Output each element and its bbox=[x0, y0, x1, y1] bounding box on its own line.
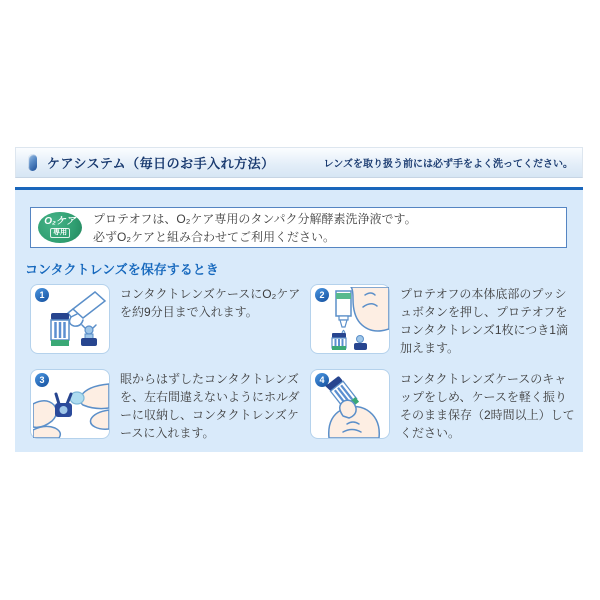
step-4-text: コンタクトレンズケースのキャップをしめ、ケースを軽く振りそのまま保存（2時間以上）してください。 bbox=[400, 372, 575, 440]
content-panel bbox=[15, 190, 583, 452]
logo-product-name: O₂ケア bbox=[44, 216, 76, 227]
step-3-number-badge: 3 bbox=[35, 373, 49, 387]
product-description-line1: プロテオフは、O₂ケア専用のタンパク分解酵素洗浄液です。 bbox=[93, 211, 417, 226]
step-3-illustration-box bbox=[30, 369, 110, 439]
hand-washing-notice: レンズを取り扱う前には必ず手をよく洗ってください。 bbox=[323, 159, 573, 170]
page-title: ケアシステム（毎日のお手入れ方法） bbox=[47, 156, 275, 171]
product-info-box bbox=[30, 207, 567, 248]
product-description-line2: 必ずO₂ケアと組み合わせてご利用ください。 bbox=[93, 229, 335, 244]
product-description bbox=[93, 210, 417, 246]
section-header-bar bbox=[15, 147, 583, 178]
step-3-text: 眼からはずしたコンタクトレンズを、左右間違えないようにホルダーに収納し、コンタクトレンズケースに入れます。 bbox=[120, 372, 300, 440]
capsule-bullet-icon bbox=[28, 154, 37, 171]
step-1-text: コンタクトレンズケースにO₂ケアを約9分目まで入れます。 bbox=[120, 287, 301, 319]
step-1-number-badge: 1 bbox=[35, 288, 49, 302]
section-heading: コンタクトレンズを保存するとき bbox=[25, 262, 219, 277]
step-4-illustration-box bbox=[310, 369, 390, 439]
logo-badge: 専用 bbox=[50, 228, 70, 238]
step-1-illustration-box bbox=[30, 284, 110, 354]
step-2-number-badge: 2 bbox=[315, 288, 329, 302]
o2care-senyou-logo-icon bbox=[38, 212, 82, 243]
step-2-illustration-box bbox=[310, 284, 390, 354]
step-4-number-badge: 4 bbox=[315, 373, 329, 387]
step-2-text: プロテオフの本体底部のプッシュボタンを押し、プロテオフをコンタクトレンズ1枚につき1滴加えます。 bbox=[400, 287, 568, 355]
